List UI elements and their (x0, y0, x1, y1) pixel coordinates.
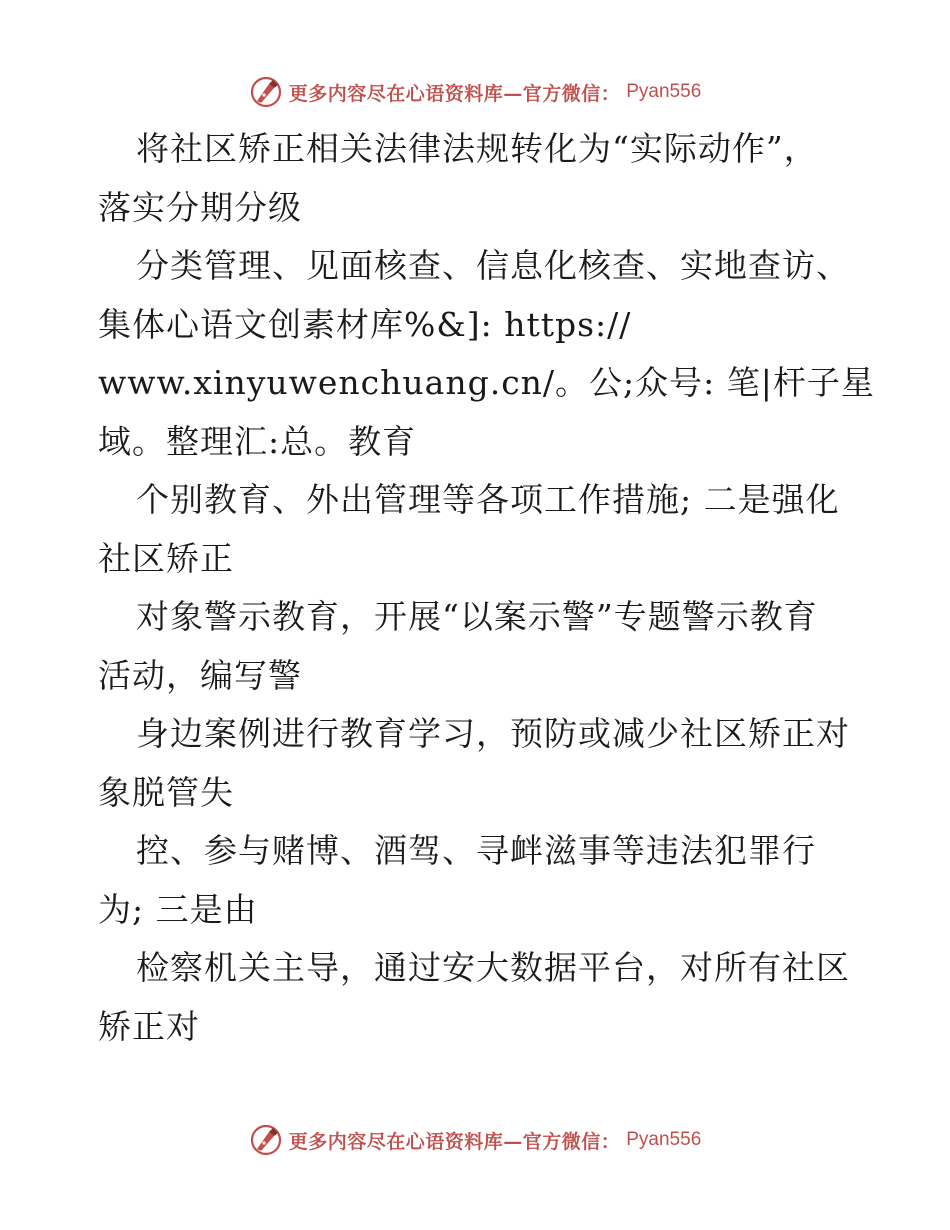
pen-nib-logo-icon (249, 1123, 283, 1157)
body-line: 域。整理汇:总。教育 (98, 421, 417, 461)
body-line: 为; 三是由 (98, 889, 258, 929)
header-banner-text: 更多内容尽在心语资料库—官方微信： (288, 82, 621, 105)
body-line: 对象警示教育，开展“以案示警”专题警示教育 (136, 597, 818, 636)
body-line: 落实分期分级 (98, 187, 302, 227)
body-line: 象脱管失 (98, 772, 234, 812)
footer-banner-text: 更多内容尽在心语资料库—官方微信： (288, 1130, 621, 1153)
body-line: 控、参与赌博、酒驾、寻衅滋事等违法犯罪行 (136, 831, 816, 870)
footer-banner (0, 1118, 950, 1162)
body-line: 将社区矫正相关法律法规转化为“实际动作”， (136, 129, 818, 168)
body-line: 社区矫正 (98, 538, 234, 578)
body-line: 检察机关主导，通过安大数据平台，对所有社区 (136, 948, 850, 987)
body-line: 集体心语文创素材库%&]: https:// (98, 304, 632, 344)
header-banner-id: Pyan556 (626, 81, 702, 102)
body-line: 活动，编写警 (98, 655, 302, 695)
pen-nib-logo-icon (249, 75, 283, 109)
body-line: 个别教育、外出管理等各项工作措施; 二是强化 (136, 480, 840, 519)
body-line: 身边案例进行教育学习，预防或减少社区矫正对 (136, 714, 850, 753)
document-body (98, 120, 878, 1056)
body-line: 矫正对 (98, 1006, 200, 1046)
header-banner (0, 70, 950, 114)
footer-banner-id: Pyan556 (626, 1129, 702, 1150)
body-line: 分类管理、见面核查、信息化核查、实地查访、 (136, 246, 850, 285)
body-line: www.xinyuwenchuang.cn/。公;众号: 笔|杆子星 (98, 363, 875, 402)
